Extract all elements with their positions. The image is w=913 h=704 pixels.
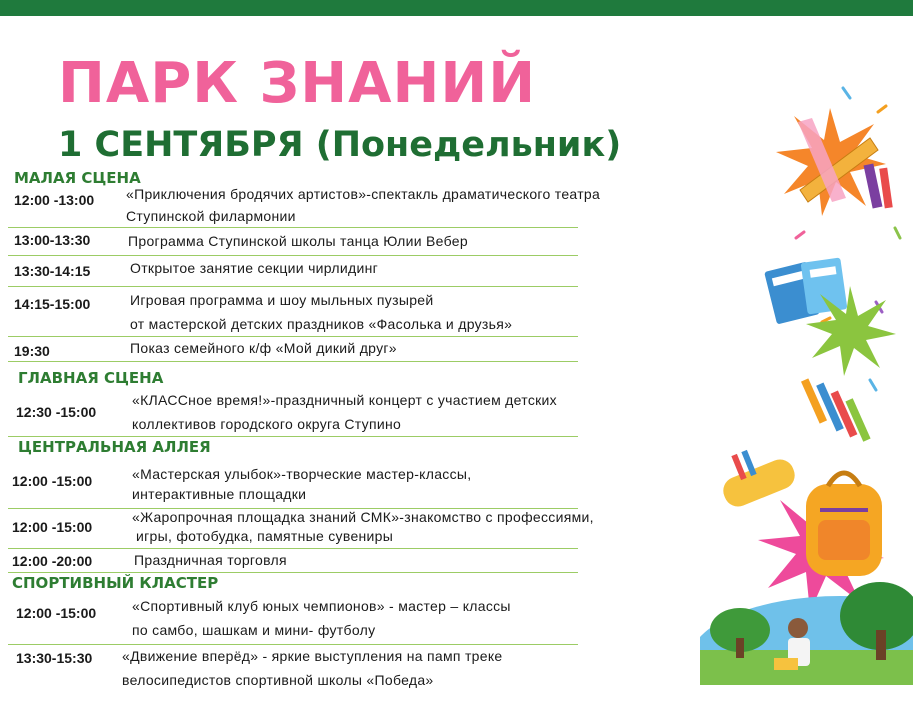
event-time: 12:30 -15:00	[16, 404, 97, 420]
pencils-icon	[801, 378, 871, 441]
event-description	[130, 288, 512, 336]
event-line: Открытое занятие секции чирлидинг	[130, 260, 379, 276]
school-supplies-illustration	[700, 60, 913, 685]
event-time: 12:00 -15:00	[16, 605, 97, 621]
event-line: «Движение вперёд» - яркие выступления на памп треке	[122, 648, 503, 664]
event-time: 19:30	[14, 343, 50, 359]
event-line: коллективов городского округа Ступино	[132, 416, 402, 432]
event-description	[132, 508, 594, 546]
starburst-icon	[776, 108, 886, 216]
event-time: 14:15-15:00	[14, 296, 91, 312]
schedule-row	[8, 594, 578, 645]
event-line: «Жаропрочная площадка знаний СМК»-знакомство с профессиями,	[132, 509, 594, 525]
event-description	[126, 183, 600, 227]
event-line: от мастерской детских праздников «Фасолька и друзья»	[130, 316, 513, 332]
schedule-row	[8, 336, 578, 362]
pencil-case-icon	[719, 450, 799, 511]
section-title-central-alley: ЦЕНТРАЛЬНАЯ АЛЛЕЯ	[18, 438, 211, 456]
event-description	[132, 464, 471, 504]
event-description	[132, 594, 511, 642]
section-title-sport-cluster: СПОРТИВНЫЙ КЛАСТЕР	[12, 574, 219, 592]
event-line: Показ семейного к/ф «Мой дикий друг»	[130, 340, 397, 356]
event-description	[128, 229, 468, 253]
event-line: «Спортивный клуб юных чемпионов» - мастер – классы	[132, 598, 511, 614]
schedule-row	[8, 255, 578, 287]
event-line: «Приключения бродячих артистов»-спектакль драматического театра	[126, 186, 601, 202]
schedule-row	[8, 460, 578, 509]
event-time: 13:00-13:30	[14, 232, 91, 248]
event-line: «КЛАССное время!»-праздничный концерт с участием детских	[132, 392, 557, 408]
pencil-icon	[864, 163, 893, 208]
event-line: игры, фотобудка, памятные сувениры	[136, 528, 394, 544]
schedule-row	[8, 508, 594, 549]
event-description	[130, 256, 378, 280]
page-subtitle: 1 СЕНТЯБРЯ (Понедельник)	[58, 125, 622, 165]
schedule-row	[8, 227, 578, 256]
event-line: «Мастерская улыбок»-творческие мастер-классы,	[132, 466, 472, 482]
backpack-icon	[806, 473, 882, 576]
schedule-row	[8, 548, 578, 573]
event-line: Программа Ступинской школы танца Юлии Вебер	[128, 233, 468, 249]
event-line: по самбо, шашкам и мини- футболу	[132, 622, 376, 638]
event-line: велосипедистов спортивной школы «Победа»	[122, 672, 434, 688]
page-title: ПАРК ЗНАНИЙ	[58, 51, 537, 116]
event-time: 13:30-15:30	[16, 650, 93, 666]
event-time: 12:00 -15:00	[12, 473, 93, 489]
schedule-row	[8, 286, 578, 337]
schedule-row	[8, 388, 578, 437]
park-scene-illustration	[700, 582, 913, 685]
top-bar	[0, 0, 913, 16]
event-description	[132, 388, 557, 436]
event-line: интерактивные площадки	[132, 486, 307, 502]
schedule-row	[8, 186, 601, 228]
schedule-row	[8, 644, 578, 704]
event-time: 12:00 -15:00	[12, 519, 93, 535]
event-time: 13:30-14:15	[14, 263, 91, 279]
event-description	[134, 548, 287, 572]
event-time: 12:00 -13:00	[14, 192, 95, 208]
event-line: Ступинской филармонии	[126, 208, 296, 224]
event-line: Праздничная торговля	[134, 552, 287, 568]
section-title-main-stage: ГЛАВНАЯ СЦЕНА	[18, 369, 164, 387]
event-description	[130, 336, 397, 360]
event-line: Игровая программа и шоу мыльных пузырей	[130, 292, 434, 308]
event-time: 12:00 -20:00	[12, 553, 93, 569]
section-title-small-stage: МАЛАЯ СЦЕНА	[14, 169, 141, 187]
